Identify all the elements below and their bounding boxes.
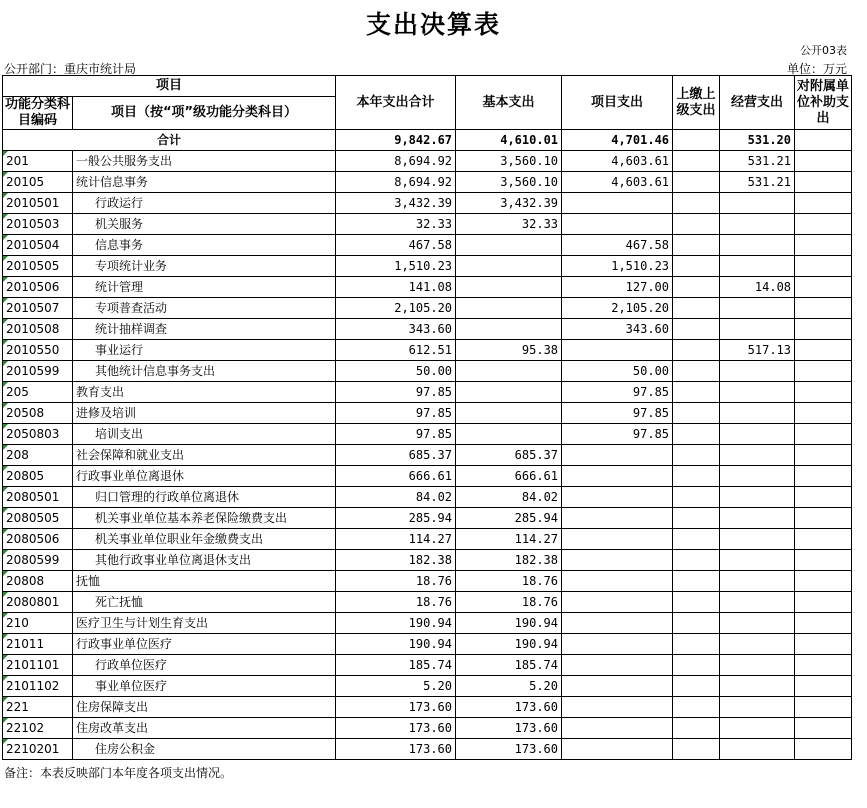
unit-label: 单位：万元 xyxy=(786,62,847,76)
header-basic: 基本支出 xyxy=(456,76,562,130)
upper-cell xyxy=(673,529,720,550)
subsidy-cell xyxy=(795,361,852,382)
total-cell: 182.38 xyxy=(336,550,456,571)
table-row xyxy=(3,172,852,193)
business-cell xyxy=(720,655,795,676)
basic-cell: 114.27 xyxy=(456,529,562,550)
subsidy-cell xyxy=(795,718,852,739)
upper-cell xyxy=(673,592,720,613)
upper-cell xyxy=(673,193,720,214)
code-cell: 2010506 xyxy=(3,277,73,298)
upper-cell xyxy=(673,487,720,508)
basic-cell xyxy=(456,256,562,277)
subsidy-cell xyxy=(795,634,852,655)
total-cell-subsidy xyxy=(795,130,852,151)
upper-cell xyxy=(673,571,720,592)
code-cell: 2210201 xyxy=(3,739,73,760)
project-cell: 97.85 xyxy=(562,403,673,424)
basic-cell: 185.74 xyxy=(456,655,562,676)
header-business: 经营支出 xyxy=(720,76,795,130)
basic-cell: 18.76 xyxy=(456,571,562,592)
basic-cell: 84.02 xyxy=(456,487,562,508)
subsidy-cell xyxy=(795,319,852,340)
code-cell: 2050803 xyxy=(3,424,73,445)
name-cell: 统计信息事务 xyxy=(73,172,336,193)
code-cell: 201 xyxy=(3,151,73,172)
name-cell: 其他统计信息事务支出 xyxy=(73,361,336,382)
upper-cell xyxy=(673,151,720,172)
header-project: 项目支出 xyxy=(562,76,673,130)
business-cell xyxy=(720,676,795,697)
basic-cell: 173.60 xyxy=(456,739,562,760)
code-cell: 205 xyxy=(3,382,73,403)
name-cell: 事业运行 xyxy=(73,340,336,361)
name-cell: 统计抽样调查 xyxy=(73,319,336,340)
basic-cell: 173.60 xyxy=(456,718,562,739)
table-row xyxy=(3,319,852,340)
project-cell xyxy=(562,634,673,655)
project-cell xyxy=(562,592,673,613)
subsidy-cell xyxy=(795,571,852,592)
upper-cell xyxy=(673,403,720,424)
basic-cell: 3,560.10 xyxy=(456,151,562,172)
total-cell-basic: 4,610.01 xyxy=(456,130,562,151)
total-cell: 3,432.39 xyxy=(336,193,456,214)
project-cell xyxy=(562,613,673,634)
header-subsidy: 对附属单位补助支出 xyxy=(795,76,852,130)
table-row xyxy=(3,277,852,298)
basic-cell xyxy=(456,403,562,424)
name-cell: 机关服务 xyxy=(73,214,336,235)
subsidy-cell xyxy=(795,592,852,613)
upper-cell xyxy=(673,445,720,466)
table-row xyxy=(3,676,852,697)
project-cell xyxy=(562,487,673,508)
upper-cell xyxy=(673,319,720,340)
project-cell: 4,603.61 xyxy=(562,172,673,193)
total-cell: 32.33 xyxy=(336,214,456,235)
total-cell: 685.37 xyxy=(336,445,456,466)
upper-cell xyxy=(673,550,720,571)
subsidy-cell xyxy=(795,298,852,319)
table-row xyxy=(3,718,852,739)
business-cell xyxy=(720,256,795,277)
form-number: 公开03表 xyxy=(800,44,847,57)
subsidy-cell xyxy=(795,739,852,760)
business-cell xyxy=(720,529,795,550)
subsidy-cell xyxy=(795,403,852,424)
subsidy-cell xyxy=(795,424,852,445)
footnote: 备注：本表反映部门本年度各项支出情况。 xyxy=(4,766,233,780)
name-cell: 社会保障和就业支出 xyxy=(73,445,336,466)
table-row xyxy=(3,361,852,382)
project-cell xyxy=(562,529,673,550)
page-title: 支出决算表 xyxy=(365,10,501,39)
subsidy-cell xyxy=(795,277,852,298)
code-cell: 2010503 xyxy=(3,214,73,235)
business-cell: 517.13 xyxy=(720,340,795,361)
header-item-group: 项目 xyxy=(3,76,336,97)
subsidy-cell xyxy=(795,550,852,571)
upper-cell xyxy=(673,277,720,298)
project-cell: 2,105.20 xyxy=(562,298,673,319)
name-cell: 医疗卫生与计划生育支出 xyxy=(73,613,336,634)
total-cell: 173.60 xyxy=(336,718,456,739)
business-cell xyxy=(720,466,795,487)
total-cell-total: 9,842.67 xyxy=(336,130,456,151)
upper-cell xyxy=(673,508,720,529)
project-cell xyxy=(562,214,673,235)
business-cell xyxy=(720,739,795,760)
total-cell: 612.51 xyxy=(336,340,456,361)
code-cell: 2080599 xyxy=(3,550,73,571)
upper-cell xyxy=(673,655,720,676)
business-cell xyxy=(720,403,795,424)
table-row xyxy=(3,634,852,655)
total-cell: 343.60 xyxy=(336,319,456,340)
upper-cell xyxy=(673,613,720,634)
name-cell: 行政事业单位医疗 xyxy=(73,634,336,655)
total-cell: 18.76 xyxy=(336,571,456,592)
business-cell xyxy=(720,571,795,592)
basic-cell: 190.94 xyxy=(456,634,562,655)
total-cell: 84.02 xyxy=(336,487,456,508)
upper-cell xyxy=(673,676,720,697)
subsidy-cell xyxy=(795,214,852,235)
project-cell: 467.58 xyxy=(562,235,673,256)
code-cell: 22102 xyxy=(3,718,73,739)
code-cell: 2080801 xyxy=(3,592,73,613)
table-row xyxy=(3,739,852,760)
total-cell: 190.94 xyxy=(336,634,456,655)
code-cell: 20808 xyxy=(3,571,73,592)
project-cell: 343.60 xyxy=(562,319,673,340)
subsidy-cell xyxy=(795,340,852,361)
business-cell xyxy=(720,718,795,739)
subsidy-cell xyxy=(795,697,852,718)
total-cell: 173.60 xyxy=(336,697,456,718)
business-cell xyxy=(720,424,795,445)
basic-cell: 32.33 xyxy=(456,214,562,235)
business-cell: 531.21 xyxy=(720,172,795,193)
basic-cell xyxy=(456,424,562,445)
total-cell: 285.94 xyxy=(336,508,456,529)
name-cell: 统计管理 xyxy=(73,277,336,298)
upper-cell xyxy=(673,382,720,403)
basic-cell: 285.94 xyxy=(456,508,562,529)
basic-cell: 182.38 xyxy=(456,550,562,571)
total-cell: 97.85 xyxy=(336,382,456,403)
header-code: 功能分类科目编码 xyxy=(3,97,73,130)
business-cell xyxy=(720,361,795,382)
table-row xyxy=(3,487,852,508)
code-cell: 2010501 xyxy=(3,193,73,214)
total-cell: 5.20 xyxy=(336,676,456,697)
header-upper: 上缴上级支出 xyxy=(673,76,720,130)
name-cell: 一般公共服务支出 xyxy=(73,151,336,172)
project-cell xyxy=(562,193,673,214)
total-cell: 97.85 xyxy=(336,403,456,424)
name-cell: 专项普查活动 xyxy=(73,298,336,319)
business-cell: 531.21 xyxy=(720,151,795,172)
subsidy-cell xyxy=(795,193,852,214)
project-cell: 97.85 xyxy=(562,382,673,403)
name-cell: 行政事业单位离退休 xyxy=(73,466,336,487)
basic-cell: 18.76 xyxy=(456,592,562,613)
basic-cell: 190.94 xyxy=(456,613,562,634)
upper-cell xyxy=(673,298,720,319)
subsidy-cell xyxy=(795,613,852,634)
total-cell: 141.08 xyxy=(336,277,456,298)
table-row xyxy=(3,151,852,172)
name-cell: 行政运行 xyxy=(73,193,336,214)
table-row xyxy=(3,256,852,277)
table-row xyxy=(3,445,852,466)
project-cell xyxy=(562,340,673,361)
table-row xyxy=(3,655,852,676)
code-cell: 2010508 xyxy=(3,319,73,340)
business-cell xyxy=(720,697,795,718)
project-cell: 127.00 xyxy=(562,277,673,298)
upper-cell xyxy=(673,697,720,718)
code-cell: 2010550 xyxy=(3,340,73,361)
business-cell xyxy=(720,214,795,235)
basic-cell xyxy=(456,235,562,256)
upper-cell xyxy=(673,340,720,361)
upper-cell xyxy=(673,172,720,193)
business-cell xyxy=(720,487,795,508)
name-cell: 住房改革支出 xyxy=(73,718,336,739)
business-cell xyxy=(720,235,795,256)
basic-cell xyxy=(456,277,562,298)
total-cell: 114.27 xyxy=(336,529,456,550)
code-cell: 210 xyxy=(3,613,73,634)
table-row xyxy=(3,697,852,718)
code-cell: 21011 xyxy=(3,634,73,655)
business-cell xyxy=(720,634,795,655)
upper-cell xyxy=(673,634,720,655)
upper-cell xyxy=(673,235,720,256)
project-cell xyxy=(562,571,673,592)
table-row xyxy=(3,529,852,550)
name-cell: 教育支出 xyxy=(73,382,336,403)
name-cell: 抚恤 xyxy=(73,571,336,592)
name-cell: 其他行政事业单位离退休支出 xyxy=(73,550,336,571)
basic-cell: 95.38 xyxy=(456,340,562,361)
business-cell xyxy=(720,550,795,571)
total-cell-project: 4,701.46 xyxy=(562,130,673,151)
business-cell xyxy=(720,445,795,466)
upper-cell xyxy=(673,361,720,382)
upper-cell xyxy=(673,466,720,487)
subsidy-cell xyxy=(795,655,852,676)
code-cell: 2010505 xyxy=(3,256,73,277)
table-row xyxy=(3,550,852,571)
name-cell: 培训支出 xyxy=(73,424,336,445)
basic-cell xyxy=(456,382,562,403)
name-cell: 信息事务 xyxy=(73,235,336,256)
business-cell xyxy=(720,592,795,613)
code-cell: 2010504 xyxy=(3,235,73,256)
department-label: 公开部门：重庆市统计局 xyxy=(4,62,137,76)
project-cell: 50.00 xyxy=(562,361,673,382)
project-cell xyxy=(562,508,673,529)
table-row xyxy=(3,508,852,529)
basic-cell xyxy=(456,319,562,340)
code-cell: 208 xyxy=(3,445,73,466)
subsidy-cell xyxy=(795,256,852,277)
basic-cell xyxy=(456,361,562,382)
basic-cell xyxy=(456,298,562,319)
table-row xyxy=(3,424,852,445)
business-cell xyxy=(720,508,795,529)
total-cell: 8,694.92 xyxy=(336,151,456,172)
project-cell xyxy=(562,655,673,676)
subsidy-cell xyxy=(795,487,852,508)
project-cell xyxy=(562,550,673,571)
subsidy-cell xyxy=(795,382,852,403)
upper-cell xyxy=(673,718,720,739)
code-cell: 221 xyxy=(3,697,73,718)
subsidy-cell xyxy=(795,508,852,529)
name-cell: 事业单位医疗 xyxy=(73,676,336,697)
total-cell: 666.61 xyxy=(336,466,456,487)
name-cell: 行政单位医疗 xyxy=(73,655,336,676)
basic-cell: 3,432.39 xyxy=(456,193,562,214)
subsidy-cell xyxy=(795,676,852,697)
total-cell-business: 531.20 xyxy=(720,130,795,151)
total-cell: 50.00 xyxy=(336,361,456,382)
upper-cell xyxy=(673,256,720,277)
business-cell xyxy=(720,319,795,340)
code-cell: 2080506 xyxy=(3,529,73,550)
expenditure-table xyxy=(2,75,852,760)
header-total: 本年支出合计 xyxy=(336,76,456,130)
project-cell: 4,603.61 xyxy=(562,151,673,172)
project-cell: 1,510.23 xyxy=(562,256,673,277)
table-row xyxy=(3,235,852,256)
name-cell: 住房保障支出 xyxy=(73,697,336,718)
project-cell xyxy=(562,466,673,487)
name-cell: 住房公积金 xyxy=(73,739,336,760)
table-row xyxy=(3,214,852,235)
total-cell: 173.60 xyxy=(336,739,456,760)
project-cell xyxy=(562,739,673,760)
name-cell: 死亡抚恤 xyxy=(73,592,336,613)
name-cell: 进修及培训 xyxy=(73,403,336,424)
header-name: 项目（按“项”级功能分类科目） xyxy=(73,97,336,130)
subsidy-cell xyxy=(795,235,852,256)
code-cell: 20105 xyxy=(3,172,73,193)
subsidy-cell xyxy=(795,529,852,550)
table-row xyxy=(3,613,852,634)
project-cell xyxy=(562,676,673,697)
total-cell: 18.76 xyxy=(336,592,456,613)
total-row xyxy=(3,130,852,151)
code-cell: 20508 xyxy=(3,403,73,424)
total-cell-upper xyxy=(673,130,720,151)
name-cell: 归口管理的行政单位离退休 xyxy=(73,487,336,508)
total-cell: 97.85 xyxy=(336,424,456,445)
total-cell: 2,105.20 xyxy=(336,298,456,319)
basic-cell: 666.61 xyxy=(456,466,562,487)
basic-cell: 3,560.10 xyxy=(456,172,562,193)
business-cell: 14.08 xyxy=(720,277,795,298)
upper-cell xyxy=(673,739,720,760)
business-cell xyxy=(720,382,795,403)
table-row xyxy=(3,592,852,613)
total-cell: 190.94 xyxy=(336,613,456,634)
subsidy-cell xyxy=(795,466,852,487)
project-cell: 97.85 xyxy=(562,424,673,445)
total-cell: 8,694.92 xyxy=(336,172,456,193)
table-row xyxy=(3,382,852,403)
business-cell xyxy=(720,298,795,319)
project-cell xyxy=(562,445,673,466)
name-cell: 机关事业单位职业年金缴费支出 xyxy=(73,529,336,550)
business-cell xyxy=(720,613,795,634)
code-cell: 2080501 xyxy=(3,487,73,508)
name-cell: 机关事业单位基本养老保险缴费支出 xyxy=(73,508,336,529)
subsidy-cell xyxy=(795,445,852,466)
upper-cell xyxy=(673,214,720,235)
total-label: 合计 xyxy=(3,130,336,151)
upper-cell xyxy=(673,424,720,445)
basic-cell: 173.60 xyxy=(456,697,562,718)
table-row xyxy=(3,193,852,214)
total-cell: 467.58 xyxy=(336,235,456,256)
table-row xyxy=(3,403,852,424)
code-cell: 2010507 xyxy=(3,298,73,319)
basic-cell: 685.37 xyxy=(456,445,562,466)
code-cell: 2010599 xyxy=(3,361,73,382)
table-row xyxy=(3,466,852,487)
project-cell xyxy=(562,697,673,718)
project-cell xyxy=(562,718,673,739)
code-cell: 2101102 xyxy=(3,676,73,697)
subsidy-cell xyxy=(795,151,852,172)
code-cell: 2101101 xyxy=(3,655,73,676)
code-cell: 2080505 xyxy=(3,508,73,529)
total-cell: 185.74 xyxy=(336,655,456,676)
table-row xyxy=(3,571,852,592)
code-cell: 20805 xyxy=(3,466,73,487)
table-row xyxy=(3,340,852,361)
name-cell: 专项统计业务 xyxy=(73,256,336,277)
subsidy-cell xyxy=(795,172,852,193)
table-row xyxy=(3,298,852,319)
basic-cell: 5.20 xyxy=(456,676,562,697)
total-cell: 1,510.23 xyxy=(336,256,456,277)
business-cell xyxy=(720,193,795,214)
